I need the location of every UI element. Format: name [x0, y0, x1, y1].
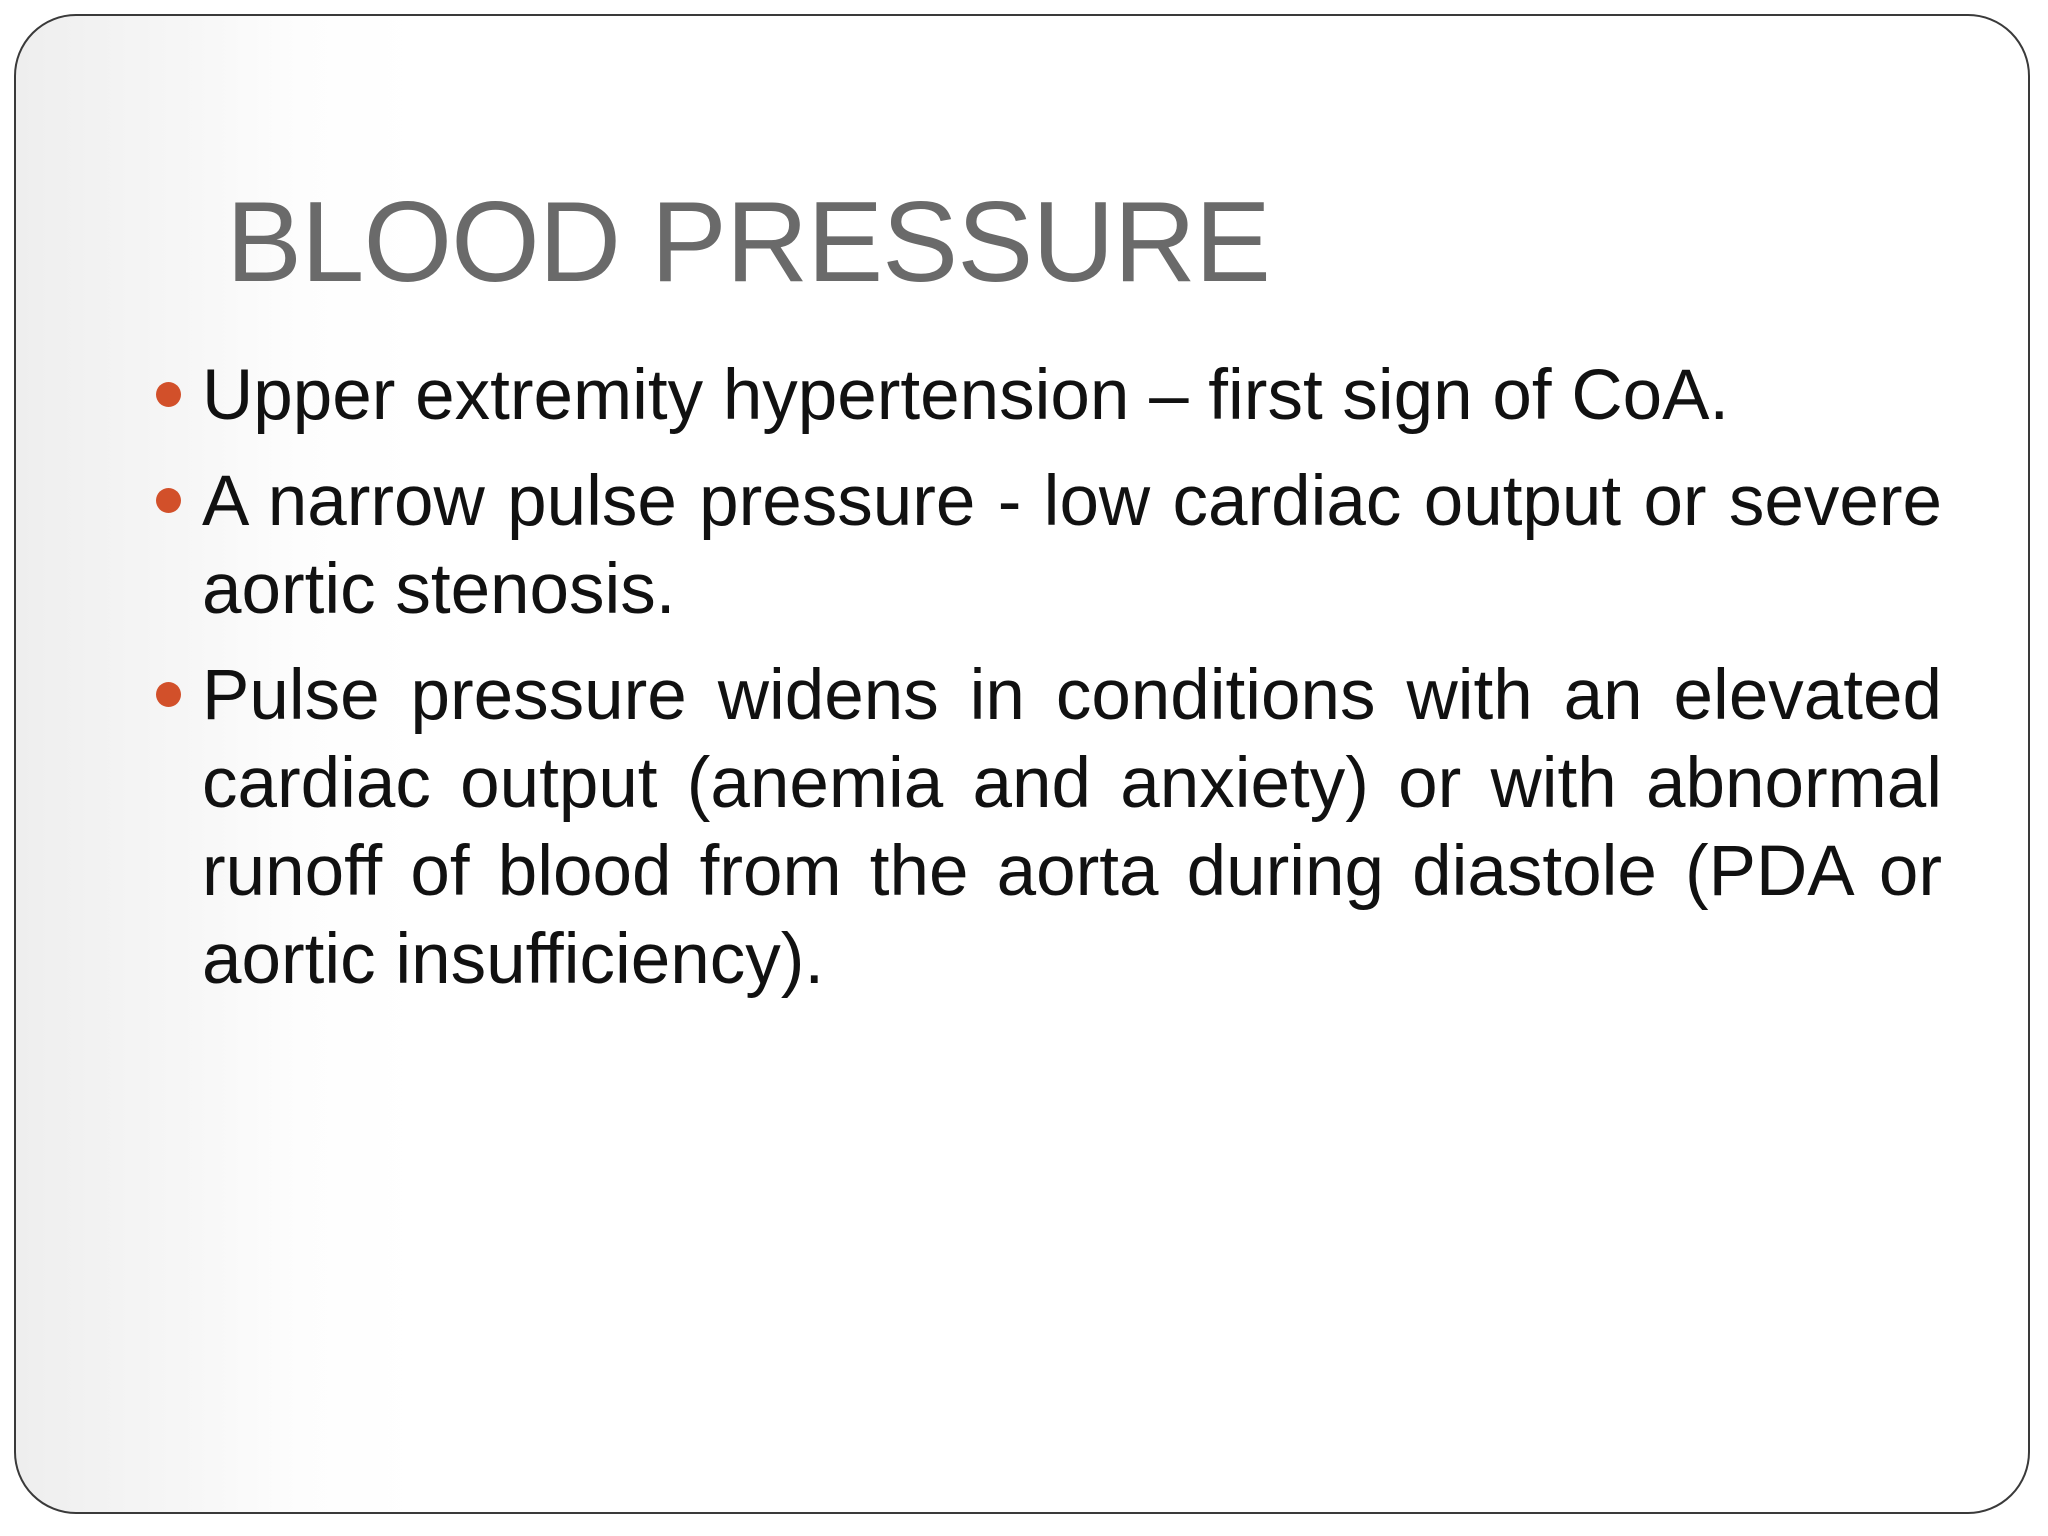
slide-title: BLOOD PRESSURE: [226, 179, 1270, 306]
bullet-item: [202, 652, 1942, 1004]
bullet-dot-icon: [156, 488, 181, 513]
bullet-item: [202, 352, 1942, 440]
bullet-list: [202, 352, 1942, 1022]
slide: [14, 14, 2030, 1514]
bullet-dot-icon: [156, 682, 181, 707]
bullet-text: Upper extremity hypertension – first sign of CoA.: [202, 356, 1730, 435]
bullet-text: Pulse pressure widens in conditions with an elevated cardiac output (anemia and anxiety) or with abnormal runoff of blood from the aorta during diastole (PDA or aortic insufficiency).: [202, 656, 1942, 999]
bullet-text: A narrow pulse pressure - low cardiac output or severe aortic stenosis.: [202, 462, 1942, 629]
bullet-item: [202, 458, 1942, 634]
bullet-dot-icon: [156, 382, 181, 407]
